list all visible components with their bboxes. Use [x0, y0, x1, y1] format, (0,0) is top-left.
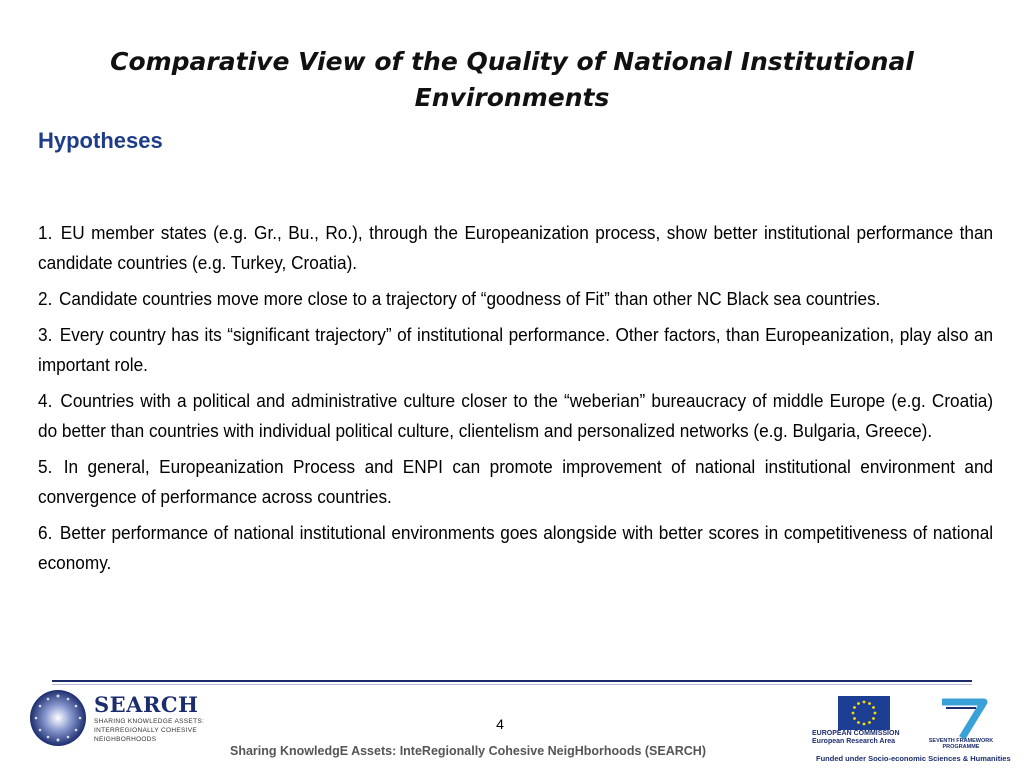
- item-text: EU member states (e.g. Gr., Bu., Ro.), through the Europeanization process, show better institutional performance than candidate countries (e.g. Turkey, Croatia).: [38, 222, 994, 273]
- hypothesis-item-4: [38, 386, 993, 446]
- item-number: 5.: [38, 456, 53, 477]
- footer-text: Sharing KnowledgE Assets: InteRegionally Cohesive NeigHborhoods (SEARCH): [230, 744, 706, 758]
- footer-divider: [52, 680, 972, 682]
- search-logo-brand: SEARCH: [94, 692, 199, 717]
- fp7-line-2: PROGRAMME: [942, 744, 980, 750]
- slide-subtitle: Hypotheses: [38, 128, 163, 153]
- hypothesis-item-5: [38, 452, 993, 512]
- item-text: Every country has its “significant trajectory” of institutional performance. Other factors, than Europeanization, play also an important role.: [38, 324, 994, 375]
- item-number: 3.: [38, 324, 53, 345]
- slide-title: Comparative View of the Quality of National Institutional Environments: [110, 47, 914, 112]
- ec-line-2: European Research Area: [812, 738, 895, 745]
- hypothesis-item-6: [38, 518, 993, 578]
- hypothesis-item-2: [38, 284, 993, 314]
- european-commission-logo: [812, 696, 916, 744]
- item-text: In general, Europeanization Process and ENPI can promote improvement of national institutional environment and convergence of performance across countries.: [38, 456, 994, 507]
- item-number: 4.: [38, 390, 53, 411]
- fp7-caption: [924, 738, 998, 750]
- hypothesis-item-1: [38, 218, 993, 278]
- page-number: 4: [496, 716, 504, 732]
- item-text: Better performance of national institutional environments goes alongside with better scores in competitiveness of national economy.: [38, 522, 994, 573]
- funded-caption: Funded under Socio-economic Sciences & Humanities: [816, 754, 1011, 763]
- eu-flag-icon: [838, 696, 890, 730]
- search-logo-tag-1: SHARING KNOWLEDGE ASSETS:: [94, 718, 205, 725]
- hypothesis-item-3: [38, 320, 993, 380]
- item-number: 2.: [38, 288, 53, 309]
- search-logo-tag-2: INTERREGIONALLY COHESIVE: [94, 727, 198, 734]
- footer-divider-light: [52, 684, 972, 685]
- item-text: Candidate countries move more close to a trajectory of “goodness of Fit” than other NC Black sea countries.: [58, 288, 881, 309]
- search-globe-logo-icon: [28, 688, 88, 748]
- ec-line-1: EUROPEAN COMMISSION: [812, 730, 900, 737]
- search-logo-tag-3: NEIGHBORHOODS: [94, 736, 157, 743]
- hypotheses-list: [38, 218, 993, 584]
- item-text: Countries with a political and administrative culture closer to the “weberian” bureaucracy of middle Europe (e.g. Croatia) do better than countries with individual political culture, clientelism and personalized networks (e.g. Bulgaria, Greece).: [38, 390, 994, 441]
- item-number: 6.: [38, 522, 53, 543]
- ec-caption: [812, 730, 916, 746]
- fp7-line-1: SEVENTH FRAMEWORK: [928, 738, 994, 744]
- item-number: 1.: [38, 222, 53, 243]
- search-logo-text: [94, 692, 204, 744]
